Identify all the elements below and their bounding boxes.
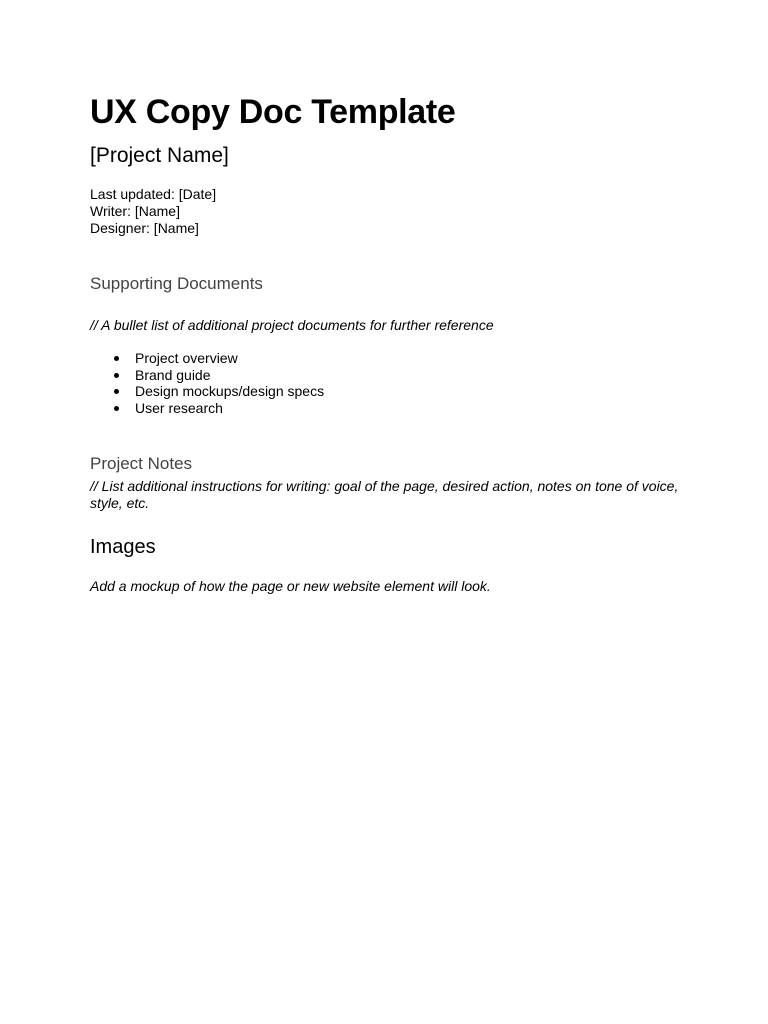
project-name: [Project Name]: [90, 144, 229, 167]
bullet-icon: [114, 373, 119, 378]
supporting-documents-heading: Supporting Documents: [90, 274, 263, 293]
document-meta: [90, 186, 690, 237]
supporting-documents-note: // A bullet list of additional project documents for further reference: [90, 317, 494, 333]
bullet-icon: [114, 389, 119, 394]
writer-line: Writer: [Name]: [90, 203, 180, 219]
list-item-label: User research: [135, 399, 223, 416]
bullet-icon: [114, 406, 119, 411]
bullet-icon: [114, 356, 119, 361]
designer-line: Designer: [Name]: [90, 220, 199, 236]
project-notes-heading: Project Notes: [90, 454, 193, 473]
list-item-label: Design mockups/design specs: [135, 383, 325, 399]
list-item: [90, 367, 690, 384]
document-content: [90, 92, 690, 595]
document-title: UX Copy Doc Template: [90, 93, 456, 131]
list-item: [90, 400, 690, 417]
list-item: [90, 383, 690, 400]
last-updated-line: Last updated: [Date]: [90, 186, 217, 202]
list-item-label: Brand guide: [135, 366, 211, 383]
supporting-documents-list: [90, 350, 690, 416]
images-note: Add a mockup of how the page or new website element will look.: [90, 578, 491, 594]
list-item-label: Project overview: [135, 350, 238, 366]
project-notes-note: // List additional instructions for writing: goal of the page, desired action, notes on tone of voice, style, etc.: [90, 478, 679, 511]
images-heading: Images: [90, 536, 156, 558]
list-item: [90, 350, 690, 367]
